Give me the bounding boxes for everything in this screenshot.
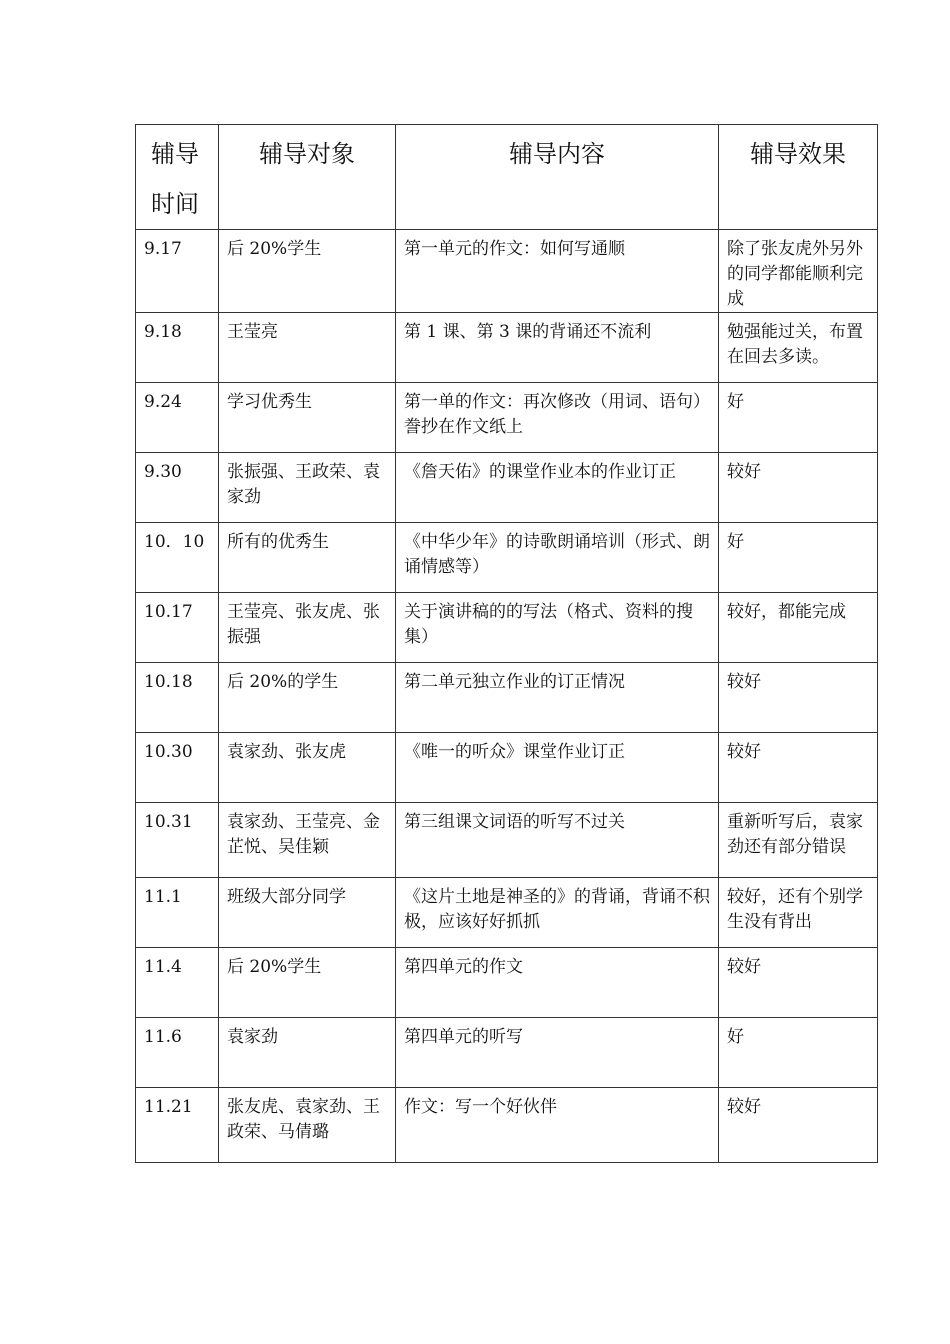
- tutoring-record-table: [135, 124, 878, 1163]
- cell-effect: 勉强能过关，布置在回去多读。: [719, 313, 878, 383]
- table-row: [136, 948, 878, 1018]
- cell-effect: 重新听写后，袁家劲还有部分错误: [719, 803, 878, 878]
- cell-content: 第二单元独立作业的订正情况: [396, 663, 719, 733]
- cell-effect: 较好: [719, 1088, 878, 1163]
- cell-time: 9.30: [136, 453, 219, 523]
- cell-effect: 较好: [719, 663, 878, 733]
- cell-effect: 除了张友虎外另外的同学都能顺利完成: [719, 230, 878, 313]
- cell-target: 后 20%学生: [219, 230, 396, 313]
- header-effect: 辅导效果: [719, 125, 878, 230]
- table-row: [136, 313, 878, 383]
- cell-time: 9.17: [136, 230, 219, 313]
- cell-time: 10.31: [136, 803, 219, 878]
- cell-target: 后 20%的学生: [219, 663, 396, 733]
- table-row: [136, 803, 878, 878]
- cell-effect: 较好: [719, 733, 878, 803]
- cell-content: 《唯一的听众》课堂作业订正: [396, 733, 719, 803]
- cell-target: 张振强、王政荣、袁家劲: [219, 453, 396, 523]
- table-row: [136, 523, 878, 593]
- cell-effect: 好: [719, 523, 878, 593]
- cell-time: 10．10: [136, 523, 219, 593]
- table-row: [136, 383, 878, 453]
- cell-content: 第 1 课、第 3 课的背诵还不流利: [396, 313, 719, 383]
- table-row: [136, 453, 878, 523]
- table-row: [136, 593, 878, 663]
- cell-content: 第三组课文词语的听写不过关: [396, 803, 719, 878]
- table-row: [136, 733, 878, 803]
- cell-time: 11.4: [136, 948, 219, 1018]
- cell-effect: 较好: [719, 948, 878, 1018]
- header-target: 辅导对象: [219, 125, 396, 230]
- cell-content: 第四单元的听写: [396, 1018, 719, 1088]
- cell-target: 袁家劲: [219, 1018, 396, 1088]
- cell-content: 作文：写一个好伙伴: [396, 1088, 719, 1163]
- cell-target: 后 20%学生: [219, 948, 396, 1018]
- table-row: [136, 1018, 878, 1088]
- cell-time: 10.17: [136, 593, 219, 663]
- cell-effect: 较好: [719, 453, 878, 523]
- cell-content: 第一单的作文：再次修改（用词、语句）誊抄在作文纸上: [396, 383, 719, 453]
- header-time-line-2: 时间: [151, 190, 199, 218]
- cell-content: 第一单元的作文：如何写通顺: [396, 230, 719, 313]
- table-row: [136, 663, 878, 733]
- cell-time: 9.18: [136, 313, 219, 383]
- cell-content: 第四单元的作文: [396, 948, 719, 1018]
- cell-content: 《詹天佑》的课堂作业本的作业订正: [396, 453, 719, 523]
- header-content: 辅导内容: [396, 125, 719, 230]
- table-header-row: [136, 125, 878, 230]
- cell-time: 11.6: [136, 1018, 219, 1088]
- table-row: [136, 1088, 878, 1163]
- cell-content: 关于演讲稿的的写法（格式、资料的搜集）: [396, 593, 719, 663]
- cell-target: 所有的优秀生: [219, 523, 396, 593]
- cell-time: 11.1: [136, 878, 219, 948]
- cell-target: 王莹亮、张友虎、张振强: [219, 593, 396, 663]
- cell-target: 学习优秀生: [219, 383, 396, 453]
- cell-time: 11.21: [136, 1088, 219, 1163]
- cell-effect: 较好，都能完成: [719, 593, 878, 663]
- cell-effect: 好: [719, 383, 878, 453]
- cell-time: 10.30: [136, 733, 219, 803]
- cell-target: 张友虎、袁家劲、王政荣、马倩璐: [219, 1088, 396, 1163]
- cell-target: 袁家劲、张友虎: [219, 733, 396, 803]
- cell-effect: 较好，还有个别学生没有背出: [719, 878, 878, 948]
- cell-target: 王莹亮: [219, 313, 396, 383]
- cell-content: 《这片土地是神圣的》的背诵，背诵不积极，应该好好抓抓: [396, 878, 719, 948]
- cell-time: 9.24: [136, 383, 219, 453]
- header-time-line-1: 辅导: [151, 140, 199, 168]
- table-row: [136, 878, 878, 948]
- cell-effect: 好: [719, 1018, 878, 1088]
- header-time: [136, 125, 219, 230]
- cell-target: 班级大部分同学: [219, 878, 396, 948]
- cell-content: 《中华少年》的诗歌朗诵培训（形式、朗诵情感等）: [396, 523, 719, 593]
- cell-target: 袁家劲、王莹亮、金芷悦、吴佳颖: [219, 803, 396, 878]
- table-row: [136, 230, 878, 313]
- cell-time: 10.18: [136, 663, 219, 733]
